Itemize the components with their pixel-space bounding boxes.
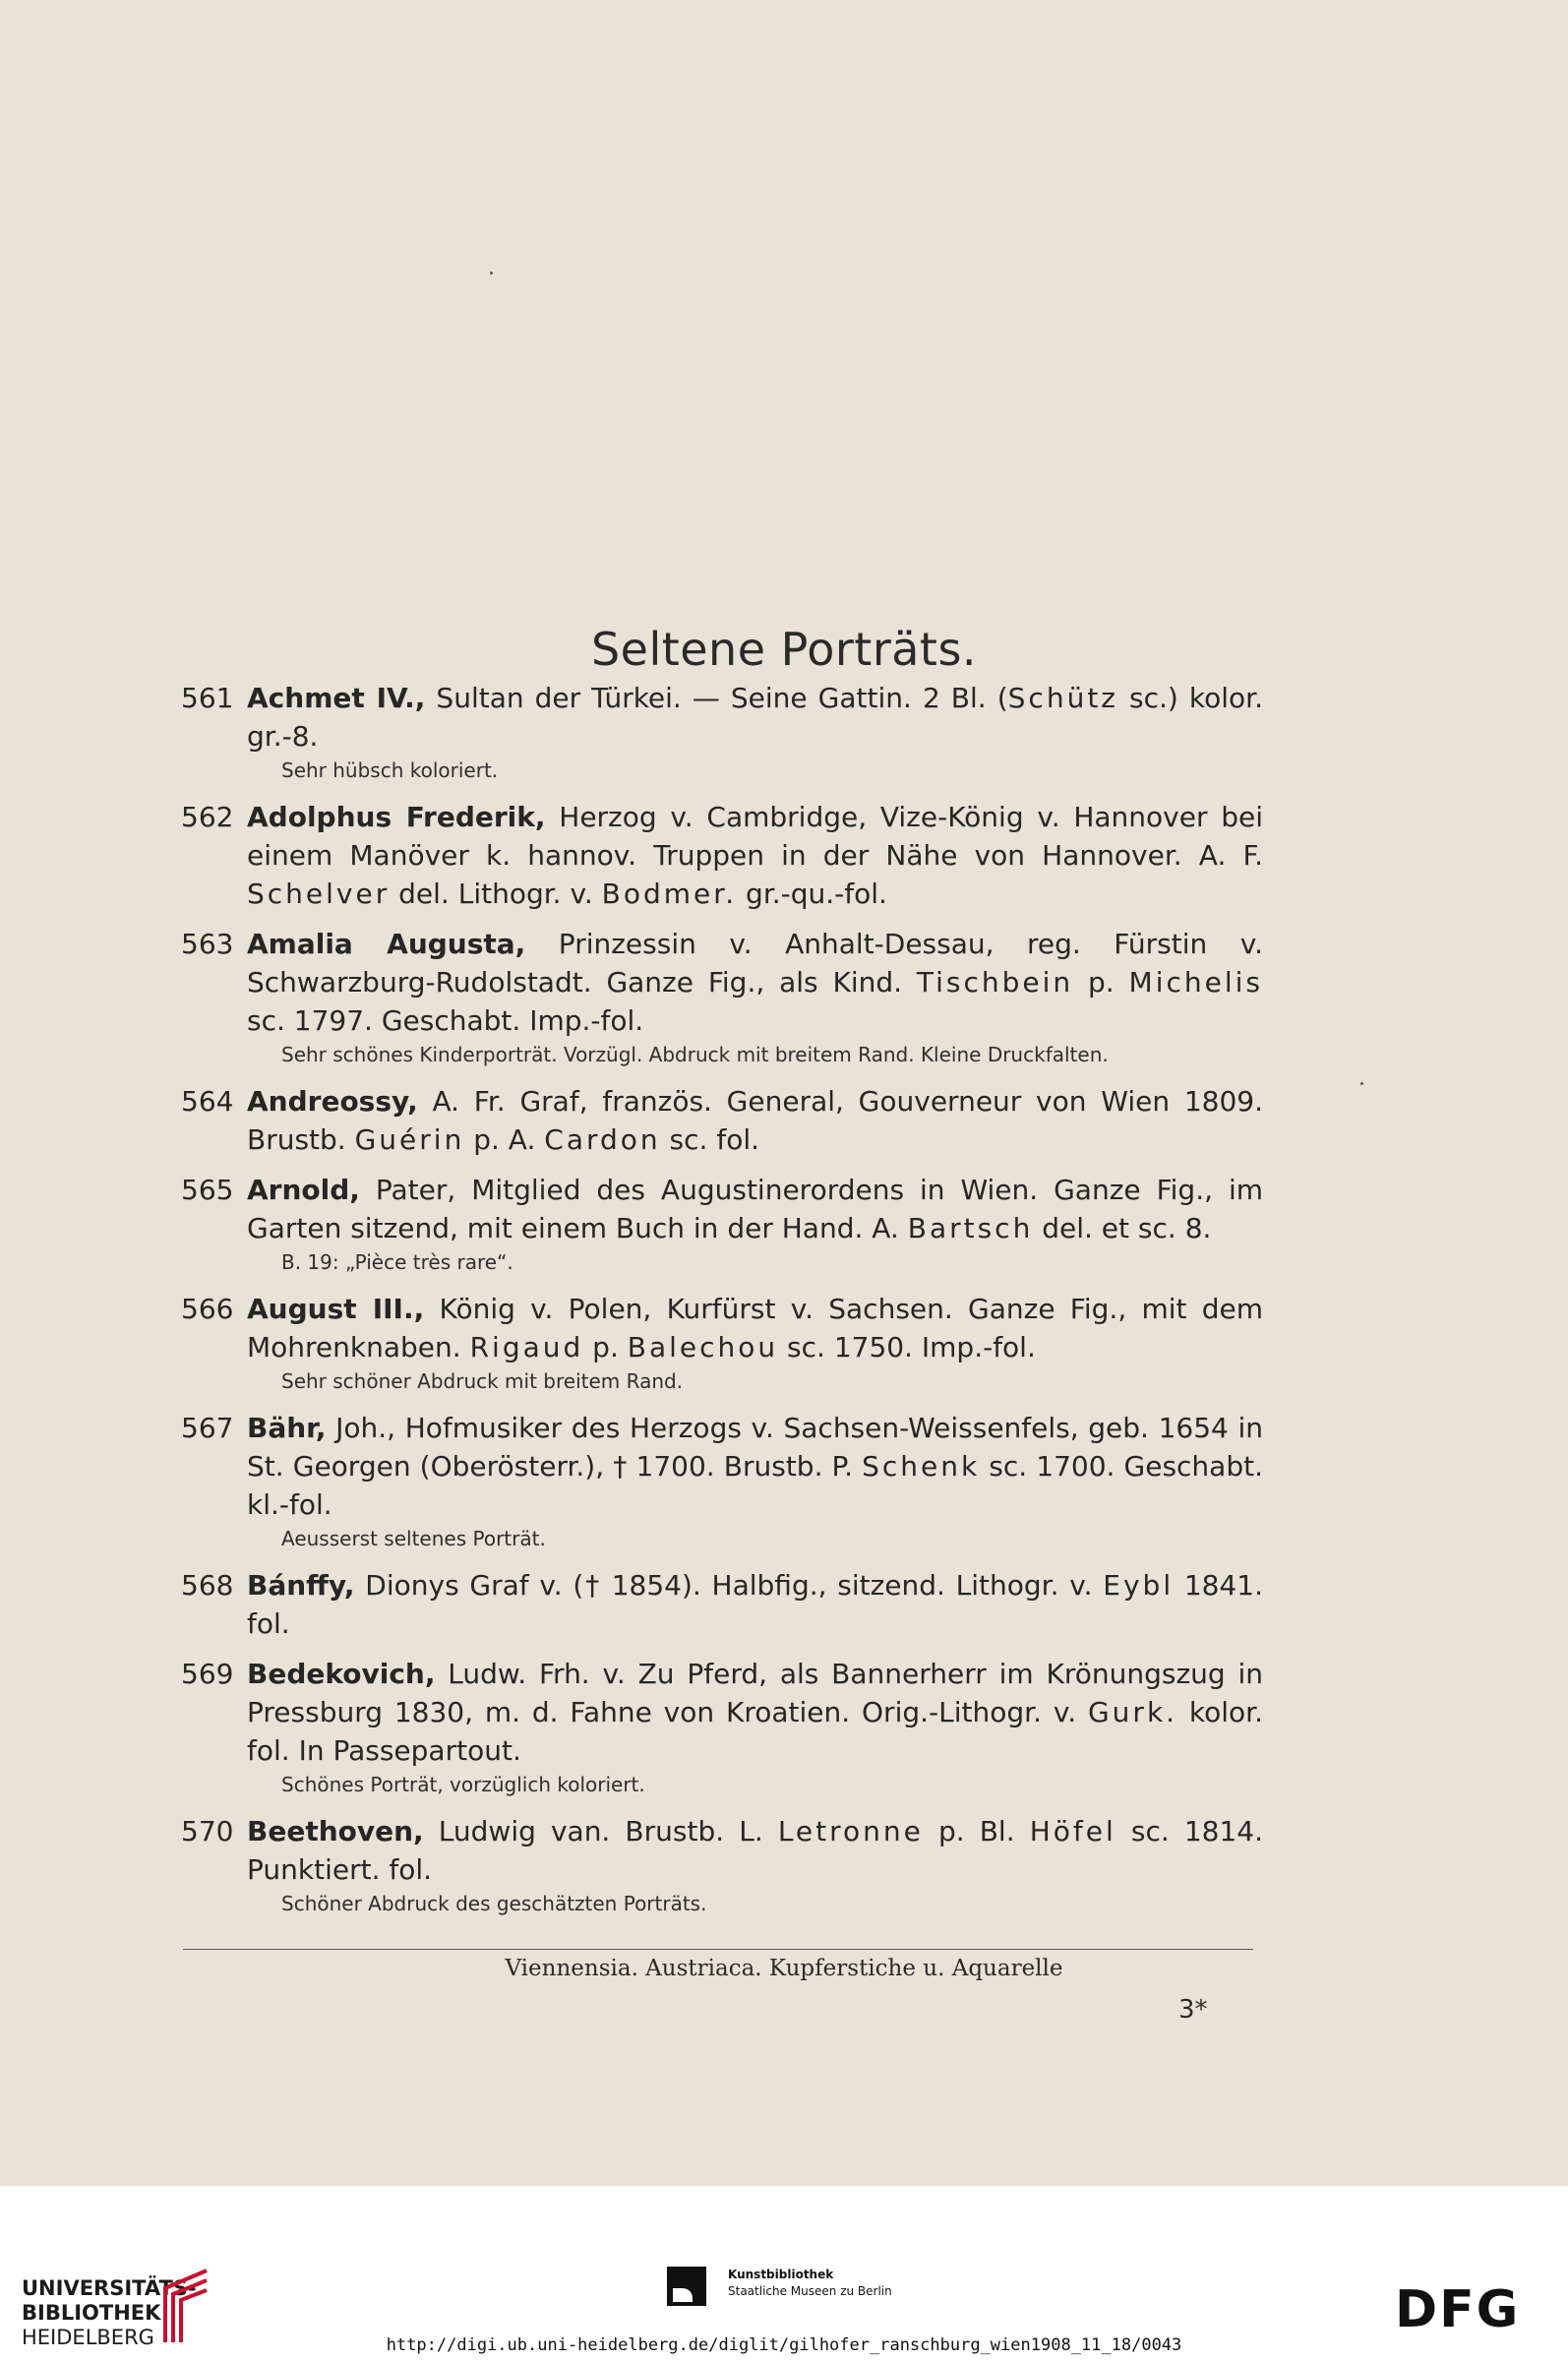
entry-number: 562 xyxy=(181,801,234,833)
entry-description xyxy=(247,1566,1263,1643)
entry-text: König v. Polen, Kurfürst v. Sachsen. Ganze Fig., mit dem Mohrenknaben. xyxy=(247,1293,1264,1363)
entry-text: gr.-qu.-fol. xyxy=(737,878,887,910)
footer-rule xyxy=(183,1949,1253,1950)
artist-name: Bodmer. xyxy=(601,878,738,910)
entry-number: 567 xyxy=(181,1412,234,1444)
entry-number: 561 xyxy=(181,682,234,714)
source-url: http://digi.ub.uni-heidelberg.de/diglit/gilhofer_ranschburg_wien1908_11_18/0043 xyxy=(386,2335,1182,2355)
entry-text: A. Fr. Graf, französ. General, Gouverneur von Wien 1809. Brustb. xyxy=(247,1085,1263,1156)
catalog-entry xyxy=(181,1082,1263,1159)
entry-name: Beethoven, xyxy=(247,1815,424,1847)
entry-note: Schöner Abdruck des geschätzten Porträts. xyxy=(281,1892,707,1915)
artist-name: Bartsch xyxy=(907,1212,1034,1244)
catalog-entry xyxy=(181,798,1263,913)
entry-text: Herzog v. Cambridge, Vize-König v. Hannover bei einem Manöver k. hannov. Truppen in der Nähe von Hannover. A. F. xyxy=(247,801,1263,872)
entry-name: Bánffy, xyxy=(247,1569,355,1602)
entry-text: del. et sc. 8. xyxy=(1033,1212,1212,1244)
entry-text: Sultan der Türkei. — Seine Gattin. 2 Bl. ( xyxy=(425,682,1008,714)
entry-name: Amalia Augusta, xyxy=(247,928,526,960)
artist-name: Rigaud xyxy=(469,1331,584,1363)
entry-text: Joh., Hofmusiker des Herzogs v. Sachsen-Weissenfels, geb. 1654 in St. Georgen (Oberösterr.), † 1700. Brustb. P. xyxy=(247,1412,1263,1483)
entry-text: sc. 1814. Punktiert. fol. xyxy=(247,1815,1264,1886)
running-footer: Viennensia. Austriaca. Kupferstiche u. Aquarelle xyxy=(505,1956,1063,1981)
entry-note: Sehr schönes Kinderporträt. Vorzügl. Abdruck mit breitem Rand. Kleine Druckfalten. xyxy=(281,1043,1109,1066)
speck xyxy=(1360,1082,1363,1085)
entry-text: Ludw. Frh. v. Zu Pferd, als Bannerherr im Krönungszug in Pressburg 1830, m. d. Fahne von Kroatien. Orig.-Lithogr. v. xyxy=(247,1658,1263,1728)
kb-line-1: Kunstbibliothek xyxy=(728,2268,834,2281)
entry-description xyxy=(247,679,1263,756)
artist-name: Tischbein xyxy=(916,966,1074,999)
entry-description xyxy=(247,1812,1263,1889)
artist-name: Cardon xyxy=(544,1123,661,1156)
catalog-entry xyxy=(181,1290,1263,1397)
artist-name: Letronne xyxy=(777,1815,924,1847)
entry-text: del. Lithogr. v. xyxy=(390,878,602,910)
entry-number: 569 xyxy=(181,1658,234,1690)
artist-name: Höfel xyxy=(1029,1815,1116,1847)
entry-number: 564 xyxy=(181,1085,234,1118)
entry-description xyxy=(247,1655,1263,1770)
artist-name: Gurk. xyxy=(1087,1696,1178,1728)
entry-number: 568 xyxy=(181,1569,234,1602)
entry-text: Pater, Mitglied des Augustinerordens in Wien. Ganze Fig., im Garten sitzend, mit einem Buch in der Hand. A. xyxy=(247,1174,1263,1244)
entry-description xyxy=(247,1171,1263,1247)
kb-line-2: Staatliche Museen zu Berlin xyxy=(728,2284,892,2298)
artist-name: Guérin xyxy=(354,1123,465,1156)
entry-name: Bedekovich, xyxy=(247,1658,436,1690)
entry-text: 1841. fol. xyxy=(247,1569,1263,1640)
entry-text: Dionys Graf v. († 1854). Halbfig., sitzend. Lithogr. v. xyxy=(354,1569,1104,1602)
entry-name: Bähr, xyxy=(247,1412,327,1444)
catalog-entry xyxy=(181,1409,1263,1554)
entry-text: p. Bl. xyxy=(923,1815,1030,1847)
entry-text: sc. fol. xyxy=(660,1123,760,1156)
entry-description xyxy=(247,925,1263,1040)
entry-text: Ludwig van. Brustb. L. xyxy=(423,1815,778,1847)
entry-name: Andreossy, xyxy=(247,1085,418,1118)
speck xyxy=(490,272,493,274)
entry-text: p. xyxy=(583,1331,628,1363)
entry-note: Sehr hübsch koloriert. xyxy=(281,758,499,782)
artist-name: Schelver xyxy=(247,878,391,910)
catalog-entry xyxy=(181,1566,1263,1643)
entry-text: sc.) kolor. gr.-8. xyxy=(247,682,1263,753)
artist-name: Eybl xyxy=(1103,1569,1175,1602)
uni-line-3: HEIDELBERG xyxy=(22,2326,154,2349)
entry-text: sc. 1700. Geschabt. kl.-fol. xyxy=(247,1450,1263,1521)
entry-note: Schönes Porträt, vorzüglich koloriert. xyxy=(281,1773,645,1796)
entry-text: sc. 1797. Geschabt. Imp.-fol. xyxy=(247,1004,644,1037)
artist-name: Schenk xyxy=(862,1450,981,1483)
entry-text: sc. 1750. Imp.-fol. xyxy=(778,1331,1036,1363)
uni-line-2: BIBLIOTHEK xyxy=(22,2301,161,2325)
uni-line-1: UNIVERSITÄTS- xyxy=(22,2276,197,2300)
artist-name: Schütz xyxy=(1007,682,1118,714)
entry-number: 570 xyxy=(181,1815,234,1847)
catalog-entries xyxy=(181,679,1263,1931)
entry-number: 566 xyxy=(181,1293,234,1325)
page-title: Seltene Porträts. xyxy=(590,622,978,676)
page-number: 3* xyxy=(1178,1995,1208,2025)
artist-name: Balechou xyxy=(627,1331,779,1363)
entry-number: 565 xyxy=(181,1174,234,1206)
entry-name: Arnold, xyxy=(247,1174,360,1206)
catalog-entry xyxy=(181,1655,1263,1800)
entry-note: Aeusserst seltenes Porträt. xyxy=(281,1527,546,1550)
entry-text: kolor. fol. In Passepartout. xyxy=(247,1696,1264,1767)
entry-name: Adolphus Frederik, xyxy=(247,801,546,833)
catalog-entry xyxy=(181,679,1263,786)
entry-description xyxy=(247,1409,1263,1524)
dfg-logo: DFG xyxy=(1395,2280,1521,2339)
digitization-footer xyxy=(0,2186,1568,2362)
catalog-entry xyxy=(181,1812,1263,1919)
entry-note: Sehr schöner Abdruck mit breitem Rand. xyxy=(281,1369,684,1393)
entry-description xyxy=(247,1290,1263,1366)
kunstbibliothek-logo-icon xyxy=(667,2267,706,2306)
artist-name: Michelis xyxy=(1128,966,1263,999)
kunstbibliothek-name xyxy=(728,2267,892,2300)
entry-text: Prinzessin v. Anhalt-Dessau, reg. Fürstin v. Schwarzburg-Rudolstadt. Ganze Fig., als Kind. xyxy=(247,928,1263,999)
entry-text: p. A. xyxy=(464,1123,545,1156)
entry-text: p. xyxy=(1073,966,1129,999)
catalog-entry xyxy=(181,1171,1263,1278)
entry-name: August III., xyxy=(247,1293,425,1325)
entry-number: 563 xyxy=(181,928,234,960)
entry-note: B. 19: „Pièce très rare“. xyxy=(281,1250,513,1274)
entry-description xyxy=(247,1082,1263,1159)
entry-name: Achmet IV., xyxy=(247,682,426,714)
catalog-entry xyxy=(181,925,1263,1070)
entry-description xyxy=(247,798,1263,913)
